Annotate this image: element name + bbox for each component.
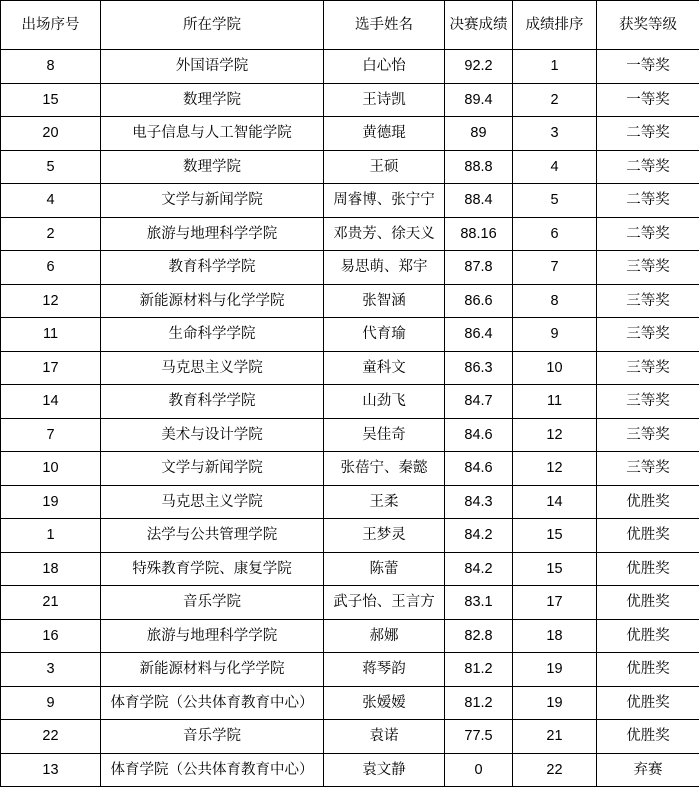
cell-rank: 2	[513, 83, 597, 117]
cell-award-level: 二等奖	[597, 150, 699, 184]
cell-final-score: 84.6	[445, 452, 513, 486]
cell-rank: 12	[513, 418, 597, 452]
table-row	[1, 653, 699, 687]
cell-college: 音乐学院	[101, 720, 324, 754]
cell-final-score: 92.2	[445, 50, 513, 84]
cell-rank: 7	[513, 251, 597, 285]
cell-award-level: 优胜奖	[597, 586, 699, 620]
cell-name: 吴佳奇	[324, 418, 445, 452]
cell-college: 体育学院（公共体育教育中心）	[101, 686, 324, 720]
column-header-rank: 成绩排序	[513, 1, 597, 50]
cell-name: 代育瑜	[324, 318, 445, 352]
cell-rank: 11	[513, 385, 597, 419]
cell-award-level: 三等奖	[597, 351, 699, 385]
table-row	[1, 184, 699, 218]
cell-award-level: 优胜奖	[597, 653, 699, 687]
cell-order: 19	[1, 485, 101, 519]
cell-college: 外国语学院	[101, 50, 324, 84]
cell-award-level: 优胜奖	[597, 519, 699, 553]
cell-final-score: 81.2	[445, 686, 513, 720]
column-header-order: 出场序号	[1, 1, 101, 50]
cell-order: 4	[1, 184, 101, 218]
cell-award-level: 一等奖	[597, 50, 699, 84]
cell-name: 白心怡	[324, 50, 445, 84]
cell-college: 数理学院	[101, 150, 324, 184]
cell-name: 王柔	[324, 485, 445, 519]
cell-name: 山劲飞	[324, 385, 445, 419]
cell-college: 文学与新闻学院	[101, 184, 324, 218]
cell-college: 新能源材料与化学学院	[101, 284, 324, 318]
cell-rank: 15	[513, 519, 597, 553]
cell-order: 1	[1, 519, 101, 553]
table-row	[1, 586, 699, 620]
cell-college: 特殊教育学院、康复学院	[101, 552, 324, 586]
cell-order: 3	[1, 653, 101, 687]
cell-rank: 19	[513, 686, 597, 720]
table-row	[1, 50, 699, 84]
cell-award-level: 优胜奖	[597, 686, 699, 720]
cell-final-score: 89.4	[445, 83, 513, 117]
cell-award-level: 弃赛	[597, 753, 699, 787]
cell-order: 6	[1, 251, 101, 285]
cell-name: 易思萌、郑宇	[324, 251, 445, 285]
cell-college: 马克思主义学院	[101, 351, 324, 385]
table-row	[1, 753, 699, 787]
cell-name: 黄德琨	[324, 117, 445, 151]
cell-rank: 17	[513, 586, 597, 620]
cell-name: 袁文静	[324, 753, 445, 787]
cell-name: 陈蕾	[324, 552, 445, 586]
cell-final-score: 86.4	[445, 318, 513, 352]
cell-final-score: 84.6	[445, 418, 513, 452]
table-row	[1, 452, 699, 486]
cell-order: 17	[1, 351, 101, 385]
cell-college: 新能源材料与化学学院	[101, 653, 324, 687]
cell-rank: 9	[513, 318, 597, 352]
cell-award-level: 二等奖	[597, 184, 699, 218]
table-row	[1, 217, 699, 251]
table-row	[1, 552, 699, 586]
cell-rank: 22	[513, 753, 597, 787]
cell-award-level: 三等奖	[597, 318, 699, 352]
cell-award-level: 三等奖	[597, 385, 699, 419]
cell-name: 张嫒嫒	[324, 686, 445, 720]
cell-final-score: 84.3	[445, 485, 513, 519]
table-row	[1, 485, 699, 519]
column-header-name: 选手姓名	[324, 1, 445, 50]
cell-award-level: 三等奖	[597, 452, 699, 486]
cell-final-score: 81.2	[445, 653, 513, 687]
cell-name: 郝娜	[324, 619, 445, 653]
cell-final-score: 84.7	[445, 385, 513, 419]
cell-name: 蒋琴韵	[324, 653, 445, 687]
table-row	[1, 720, 699, 754]
cell-award-level: 优胜奖	[597, 619, 699, 653]
table-header-row	[1, 1, 699, 50]
cell-rank: 1	[513, 50, 597, 84]
cell-rank: 4	[513, 150, 597, 184]
cell-college: 生命科学学院	[101, 318, 324, 352]
cell-final-score: 88.8	[445, 150, 513, 184]
cell-rank: 18	[513, 619, 597, 653]
cell-name: 袁诺	[324, 720, 445, 754]
column-header-final-score: 决赛成绩	[445, 1, 513, 50]
cell-order: 13	[1, 753, 101, 787]
cell-name: 童科文	[324, 351, 445, 385]
cell-rank: 3	[513, 117, 597, 151]
cell-name: 张智涵	[324, 284, 445, 318]
cell-award-level: 一等奖	[597, 83, 699, 117]
cell-college: 美术与设计学院	[101, 418, 324, 452]
cell-order: 10	[1, 452, 101, 486]
cell-college: 体育学院（公共体育教育中心）	[101, 753, 324, 787]
cell-order: 7	[1, 418, 101, 452]
table-row	[1, 284, 699, 318]
cell-final-score: 82.8	[445, 619, 513, 653]
cell-college: 法学与公共管理学院	[101, 519, 324, 553]
table-row	[1, 519, 699, 553]
cell-rank: 21	[513, 720, 597, 754]
cell-order: 5	[1, 150, 101, 184]
cell-final-score: 87.8	[445, 251, 513, 285]
table-row	[1, 418, 699, 452]
cell-order: 16	[1, 619, 101, 653]
cell-college: 文学与新闻学院	[101, 452, 324, 486]
cell-final-score: 0	[445, 753, 513, 787]
cell-college: 旅游与地理科学学院	[101, 217, 324, 251]
cell-rank: 10	[513, 351, 597, 385]
cell-college: 音乐学院	[101, 586, 324, 620]
cell-final-score: 77.5	[445, 720, 513, 754]
cell-award-level: 三等奖	[597, 418, 699, 452]
table-body	[1, 50, 699, 787]
cell-college: 教育科学学院	[101, 385, 324, 419]
cell-final-score: 89	[445, 117, 513, 151]
cell-college: 电子信息与人工智能学院	[101, 117, 324, 151]
cell-order: 2	[1, 217, 101, 251]
cell-order: 21	[1, 586, 101, 620]
cell-order: 11	[1, 318, 101, 352]
cell-final-score: 86.6	[445, 284, 513, 318]
cell-college: 旅游与地理科学学院	[101, 619, 324, 653]
column-header-award-level: 获奖等级	[597, 1, 699, 50]
cell-final-score: 86.3	[445, 351, 513, 385]
cell-final-score: 83.1	[445, 586, 513, 620]
cell-rank: 6	[513, 217, 597, 251]
cell-college: 马克思主义学院	[101, 485, 324, 519]
cell-college: 数理学院	[101, 83, 324, 117]
cell-name: 邓贵芳、徐天义	[324, 217, 445, 251]
cell-award-level: 优胜奖	[597, 720, 699, 754]
cell-name: 周睿博、张宁宁	[324, 184, 445, 218]
column-header-college: 所在学院	[101, 1, 324, 50]
table-row	[1, 117, 699, 151]
cell-order: 20	[1, 117, 101, 151]
table-row	[1, 150, 699, 184]
cell-rank: 12	[513, 452, 597, 486]
cell-award-level: 优胜奖	[597, 485, 699, 519]
cell-award-level: 三等奖	[597, 251, 699, 285]
cell-name: 张蓓宁、秦懿	[324, 452, 445, 486]
table-row	[1, 351, 699, 385]
table-row	[1, 385, 699, 419]
cell-order: 9	[1, 686, 101, 720]
cell-rank: 15	[513, 552, 597, 586]
table-row	[1, 686, 699, 720]
cell-final-score: 88.4	[445, 184, 513, 218]
cell-order: 12	[1, 284, 101, 318]
table-row	[1, 619, 699, 653]
cell-order: 15	[1, 83, 101, 117]
cell-award-level: 二等奖	[597, 217, 699, 251]
cell-rank: 5	[513, 184, 597, 218]
cell-rank: 8	[513, 284, 597, 318]
cell-award-level: 三等奖	[597, 284, 699, 318]
cell-order: 22	[1, 720, 101, 754]
cell-college: 教育科学学院	[101, 251, 324, 285]
cell-name: 王诗凯	[324, 83, 445, 117]
cell-final-score: 84.2	[445, 552, 513, 586]
cell-name: 王梦灵	[324, 519, 445, 553]
cell-name: 武子怡、王言方	[324, 586, 445, 620]
cell-order: 14	[1, 385, 101, 419]
cell-order: 18	[1, 552, 101, 586]
table-row	[1, 251, 699, 285]
cell-name: 王硕	[324, 150, 445, 184]
cell-rank: 14	[513, 485, 597, 519]
cell-final-score: 88.16	[445, 217, 513, 251]
table-row	[1, 83, 699, 117]
cell-order: 8	[1, 50, 101, 84]
cell-award-level: 优胜奖	[597, 552, 699, 586]
table-row	[1, 318, 699, 352]
cell-rank: 19	[513, 653, 597, 687]
cell-award-level: 二等奖	[597, 117, 699, 151]
cell-final-score: 84.2	[445, 519, 513, 553]
